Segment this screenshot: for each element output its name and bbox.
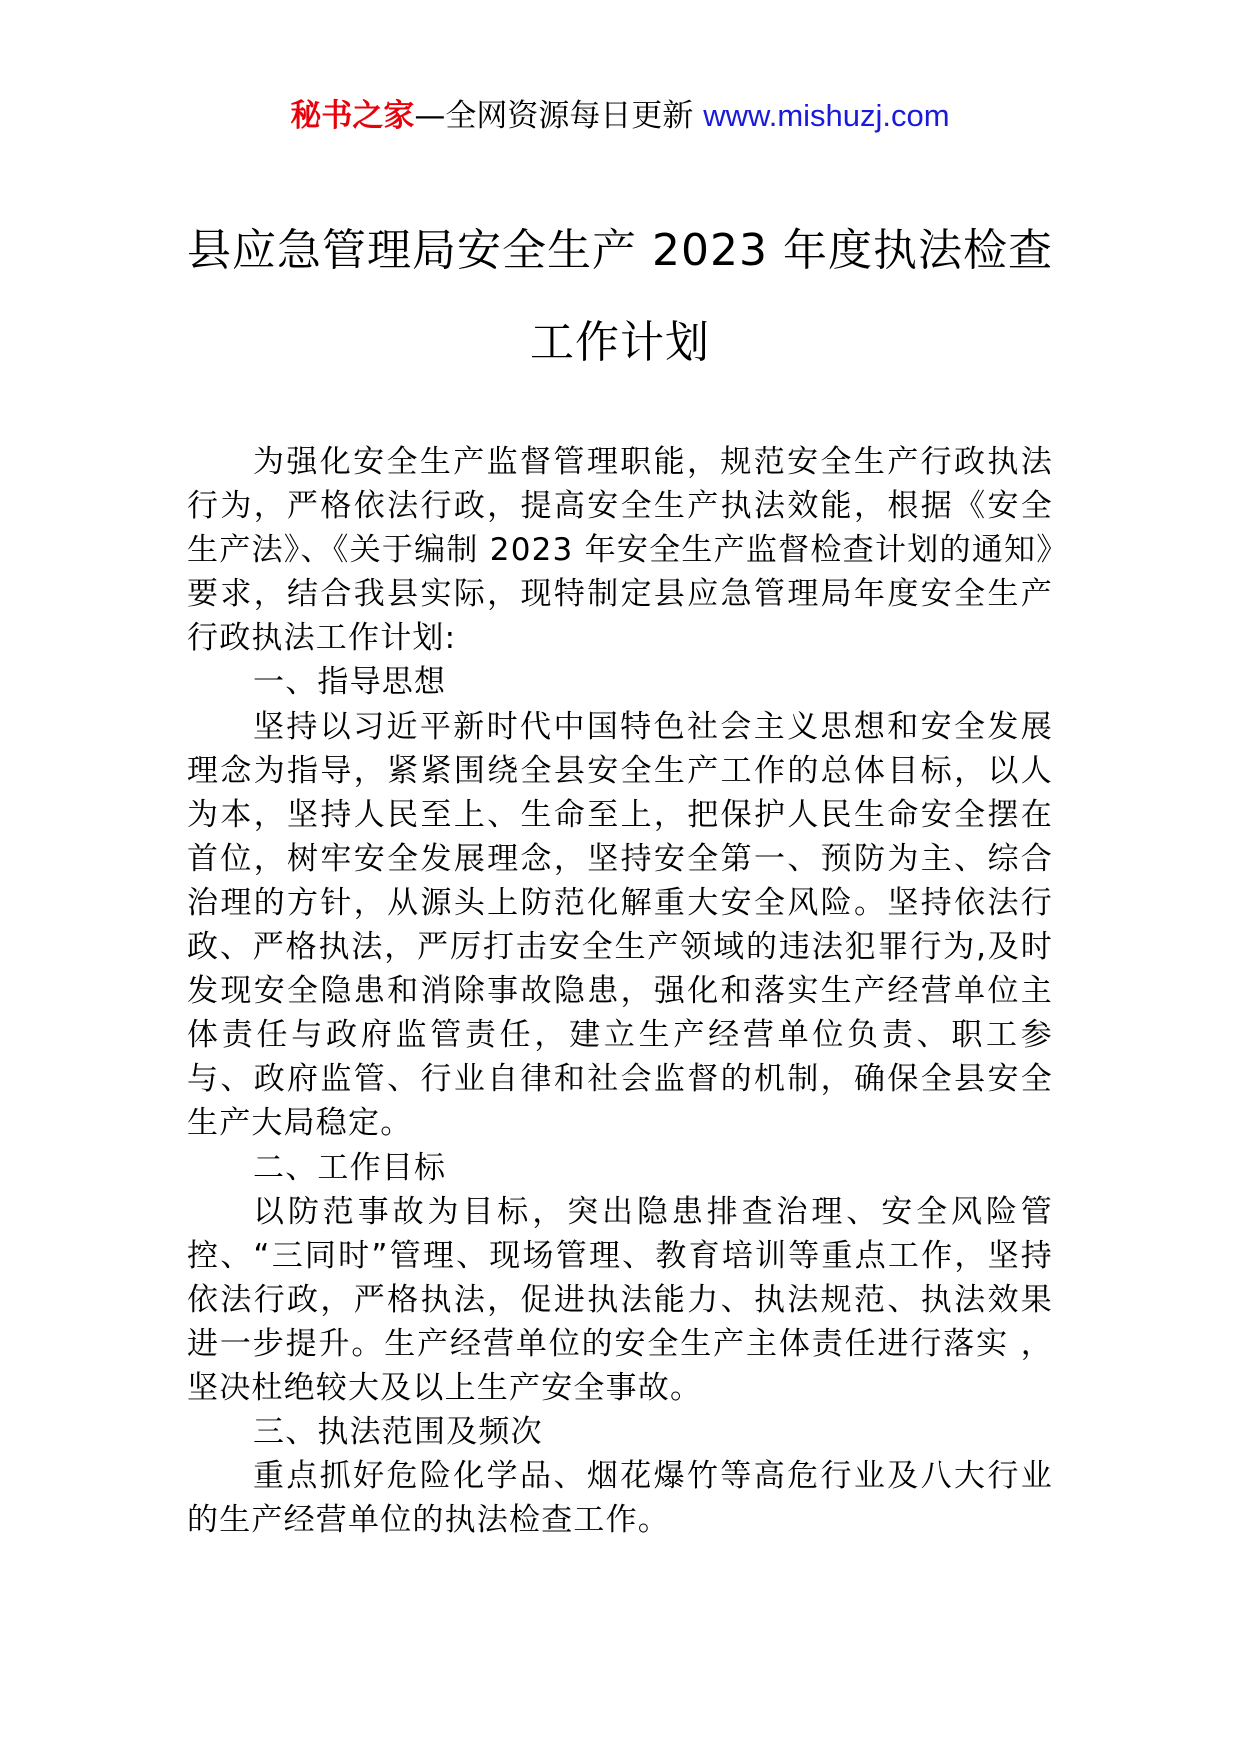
section-heading-3: 三、执法范围及频次 [253, 1414, 543, 1451]
website-link[interactable]: www.mishuzj.com [703, 98, 950, 133]
section-paragraph-2: 以防范事故为目标，突出隐患排查治理、安全风险管控、“三同时”管理、现场管理、教育培训等重点工作，坚持依法行政，严格执法，促进执法能力、执法规范、执法效果进一步提升。生产经营单位的安全生产主体责任进行落实 ，坚决杜绝较大及以上生产安全事故。 [187, 1193, 1053, 1406]
section-paragraph-1: 坚持以习近平新时代中国特色社会主义思想和安全发展理念为指导，紧紧围绕全县安全生产工作的总体目标，以人为本，坚持人民至上、生命至上，把保护人民生命安全摆在首位，树牢安全发展理念，坚持安全第一、预防为主、综合治理的方针，从源头上防范化解重大安全风险。坚持依法行政、严格执法，严厉打击安全生产领域的违法犯罪行为,及时发现安全隐患和消除事故隐患，强化和落实生产经营单位主体责任与政府监管责任，建立生产经营单位负责、职工参与、政府监管、行业自律和社会监督的机制，确保全县安全生产大局稳定。 [187, 708, 1053, 1142]
page-header [0, 96, 1240, 136]
title-line-2: 工作计划 [530, 317, 710, 368]
document-title [120, 205, 1120, 389]
document-body [187, 440, 1053, 1542]
intro-paragraph: 为强化安全生产监督管理职能，规范安全生产行政执法行为，严格依法行政，提高安全生产执法效能，根据《安全生产法》、《关于编制 2023 年安全生产监督检查计划的通知》要求，结合我县实际，现特制定县应急管理局年度安全生产行政执法工作计划: [187, 444, 1053, 657]
title-line-1: 县应急管理局安全生产 2023 年度执法检查 [187, 225, 1053, 276]
section-heading-2: 二、工作目标 [253, 1149, 447, 1186]
header-tagline: —全网资源每日更新 [414, 98, 694, 134]
section-paragraph-3: 重点抓好危险化学品、烟花爆竹等高危行业及八大行业的生产经营单位的执法检查工作。 [187, 1458, 1053, 1539]
brand-name: 秘书之家 [290, 98, 415, 134]
section-heading-1: 一、指导思想 [253, 664, 447, 701]
